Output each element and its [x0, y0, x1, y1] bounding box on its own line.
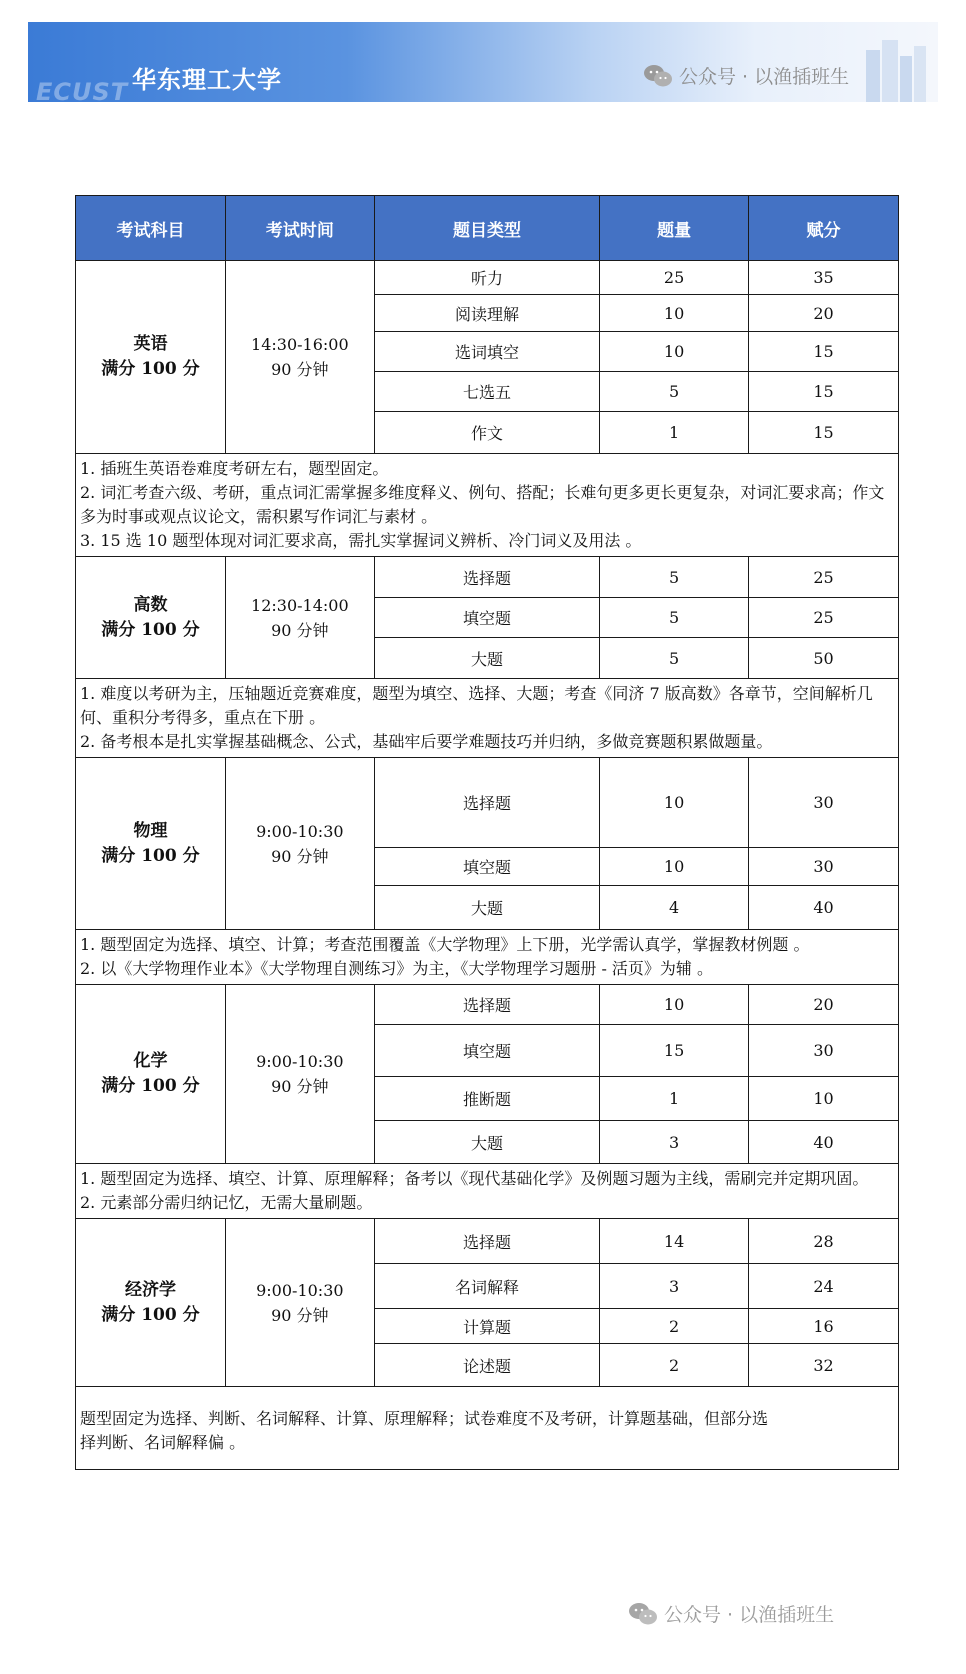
header-time: 考试时间: [225, 196, 374, 261]
wechat-icon: [643, 63, 673, 89]
question-count: 5: [600, 557, 749, 598]
question-type: 阅读理解: [374, 295, 599, 332]
watermark-top: [643, 62, 849, 89]
notes-cell: [76, 454, 899, 557]
notes-row: [76, 679, 899, 758]
subject-full-score: 满分 100 分: [101, 619, 200, 640]
subject-full-score: 满分 100 分: [101, 1304, 200, 1325]
subject-cell: [76, 261, 226, 454]
exam-time: 14:30-16:00: [251, 335, 349, 354]
subject-cell: [76, 985, 226, 1164]
question-type: 选词填空: [374, 332, 599, 372]
question-count: 14: [600, 1219, 749, 1264]
subject-name: 高数: [133, 594, 168, 615]
question-type: 大题: [374, 638, 599, 679]
question-score: 30: [749, 848, 899, 886]
question-count: 10: [600, 985, 749, 1025]
time-cell: [225, 985, 374, 1164]
question-score: 24: [749, 1264, 899, 1309]
question-count: 10: [600, 295, 749, 332]
question-score: 25: [749, 598, 899, 638]
question-type: 论述题: [374, 1344, 599, 1387]
question-type: 大题: [374, 886, 599, 930]
table-header-row: [76, 196, 899, 261]
subject-name: 英语: [133, 334, 168, 354]
question-type: 作文: [374, 412, 599, 454]
question-type: 选择题: [374, 758, 599, 848]
question-score: 15: [749, 412, 899, 454]
question-type: 填空题: [374, 1025, 599, 1077]
subject-name: 化学: [133, 1051, 168, 1071]
question-count: 3: [600, 1121, 749, 1164]
question-type: 听力: [374, 261, 599, 295]
exam-time: 9:00-10:30: [256, 1280, 344, 1300]
notes-row: [76, 1387, 899, 1470]
question-score: 30: [749, 1025, 899, 1077]
header-subject: 考试科目: [76, 196, 226, 261]
time-cell: [225, 261, 374, 454]
question-type: 计算题: [374, 1309, 599, 1344]
question-type: 七选五: [374, 372, 599, 412]
time-cell: [225, 1219, 374, 1387]
note-line: 2. 以《大学物理作业本》《大学物理自测练习》为主，《大学物理学习题册 - 活页》为辅 。: [80, 959, 714, 978]
exam-time: 12:30-14:00: [251, 595, 349, 615]
subject-full-score: 满分 100 分: [101, 359, 200, 379]
question-count: 2: [600, 1344, 749, 1387]
question-count: 10: [600, 758, 749, 848]
notes-cell: [76, 1387, 899, 1470]
subject-full-score: 满分 100 分: [101, 1076, 200, 1096]
building-illustration: [860, 32, 930, 102]
note-line: 题型固定为选择、判断、名词解释、计算、原理解释；试卷难度不及考研，计算题基础，但部分选择判断、名词解释偏 。: [80, 1409, 769, 1452]
table-row: [76, 557, 899, 598]
question-type: 推断题: [374, 1077, 599, 1121]
subject-cell: [76, 758, 226, 930]
watermark-text: 公众号 · 以渔插班生: [664, 1604, 835, 1626]
exam-duration: 90 分钟: [271, 1077, 329, 1096]
question-score: 15: [749, 332, 899, 372]
table-row: [76, 985, 899, 1025]
subject-cell: [76, 557, 226, 679]
question-type: 填空题: [374, 598, 599, 638]
question-count: 10: [600, 848, 749, 886]
question-type: 选择题: [374, 557, 599, 598]
question-count: 1: [600, 412, 749, 454]
exam-duration: 90 分钟: [271, 846, 329, 866]
watermark-text: 公众号 · 以渔插班生: [679, 66, 850, 88]
header-count: 题量: [600, 196, 749, 261]
note-line: 1. 插班生英语卷难度考研左右，题型固定。: [80, 459, 389, 478]
question-count: 4: [600, 886, 749, 930]
subject-cell: [76, 1219, 226, 1387]
question-type: 名词解释: [374, 1264, 599, 1309]
exam-time: 9:00-10:30: [256, 821, 344, 841]
table-row: [76, 758, 899, 848]
question-type: 选择题: [374, 1219, 599, 1264]
notes-cell: [76, 1164, 899, 1219]
question-score: 30: [749, 758, 899, 848]
watermark-bottom: [628, 1600, 834, 1627]
notes-row: [76, 454, 899, 557]
subject-name: 经济学: [124, 1279, 176, 1300]
question-score: 35: [749, 261, 899, 295]
question-count: 2: [600, 1309, 749, 1344]
question-score: 20: [749, 295, 899, 332]
exam-table: [75, 195, 899, 1470]
exam-time: 9:00-10:30: [256, 1052, 344, 1071]
note-line: 1. 题型固定为选择、填空、计算、原理解释；备考以《现代基础化学》及例题习题为主线，需刷完并定期巩固。: [80, 1169, 869, 1188]
question-type: 选择题: [374, 985, 599, 1025]
question-count: 5: [600, 372, 749, 412]
time-cell: [225, 758, 374, 930]
question-count: 5: [600, 638, 749, 679]
question-score: 20: [749, 985, 899, 1025]
question-score: 28: [749, 1219, 899, 1264]
notes-cell: [76, 930, 899, 985]
note-line: 1. 题型固定为选择、填空、计算；考查范围覆盖《大学物理》上下册，光学需认真学，掌握教材例题 。: [80, 935, 810, 954]
notes-cell: [76, 679, 899, 758]
note-line: 3. 15 选 10 题型体现对词汇要求高，需扎实掌握词义辨析、冷门词义及用法 。: [80, 531, 642, 550]
question-score: 16: [749, 1309, 899, 1344]
note-line: 2. 备考根本是扎实掌握基础概念、公式，基础牢后要学难题技巧并归纳，多做竞赛题积累做题量。: [80, 732, 773, 751]
question-score: 40: [749, 1121, 899, 1164]
question-score: 25: [749, 557, 899, 598]
university-name: 华东理工大学: [132, 66, 282, 94]
question-score: 32: [749, 1344, 899, 1387]
subject-full-score: 满分 100 分: [101, 845, 200, 866]
exam-duration: 90 分钟: [271, 360, 329, 379]
question-score: 10: [749, 1077, 899, 1121]
question-count: 10: [600, 332, 749, 372]
notes-row: [76, 1164, 899, 1219]
table-row: [76, 1219, 899, 1264]
question-count: 25: [600, 261, 749, 295]
ecust-logo-text: ECUST: [36, 78, 129, 102]
question-count: 3: [600, 1264, 749, 1309]
time-cell: [225, 557, 374, 679]
question-type: 大题: [374, 1121, 599, 1164]
question-score: 40: [749, 886, 899, 930]
subject-name: 物理: [133, 820, 168, 841]
note-line: 1. 难度以考研为主，压轴题近竞赛难度，题型为填空、选择、大题；考查《同济 7 版高数》各章节，空间解析几何、重积分考得多，重点在下册 。: [80, 684, 873, 727]
question-type: 填空题: [374, 848, 599, 886]
question-count: 5: [600, 598, 749, 638]
question-count: 15: [600, 1025, 749, 1077]
notes-row: [76, 930, 899, 985]
note-line: 2. 元素部分需归纳记忆，无需大量刷题。: [80, 1193, 373, 1212]
question-score: 15: [749, 372, 899, 412]
note-line: 2. 词汇考查六级、考研，重点词汇需掌握多维度释义、例句、搭配；长难句更多更长更复杂，对词汇要求高；作文多为时事或观点议论文，需积累写作词汇与素材 。: [80, 483, 885, 526]
wechat-icon: [628, 1601, 658, 1627]
exam-duration: 90 分钟: [271, 620, 329, 640]
question-score: 50: [749, 638, 899, 679]
question-count: 1: [600, 1077, 749, 1121]
table-row: [76, 261, 899, 295]
header-score: 赋分: [749, 196, 899, 261]
header-type: 题目类型: [374, 196, 599, 261]
exam-duration: 90 分钟: [271, 1305, 329, 1325]
